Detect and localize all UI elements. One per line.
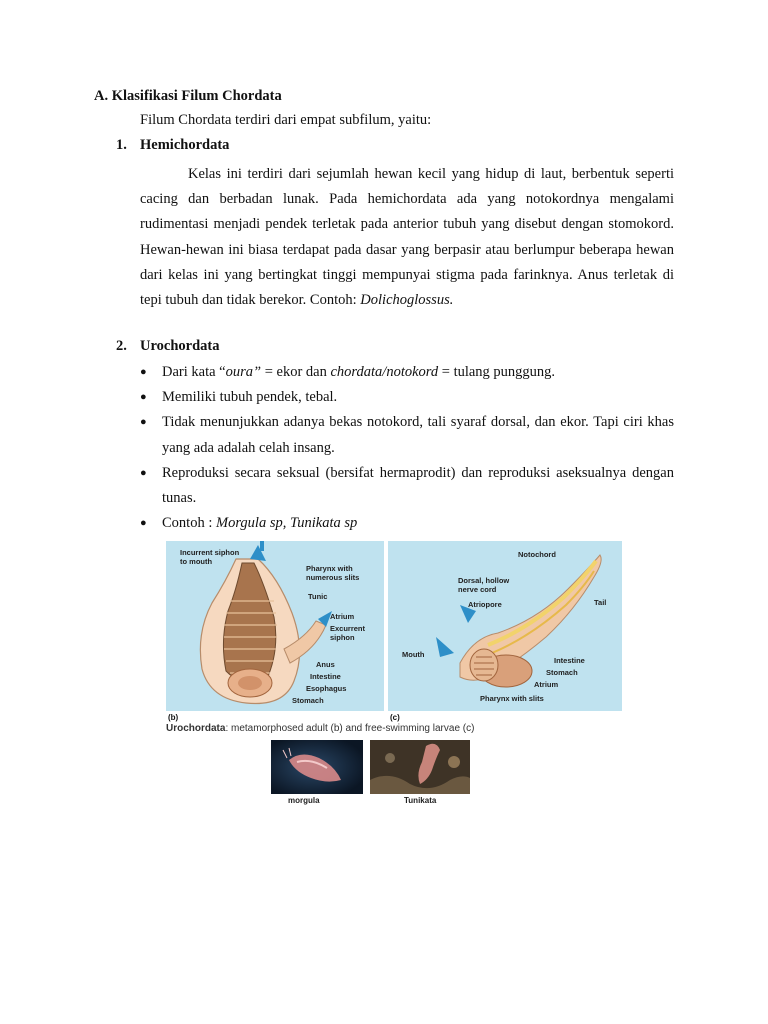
urochordata-figure (166, 541, 622, 737)
heading-hemichordata (116, 137, 229, 154)
label-nerve-cord: Dorsal, hollow nerve cord (458, 576, 510, 594)
heading-text: Hemichordata (140, 137, 230, 153)
photo-label-tunikata: Tunikata (404, 796, 437, 805)
photo-morgula (271, 740, 363, 794)
list-item: ● Reproduksi secara seksual (bersifat hermaprodit) dan reproduksi aseksualnya dengan tunas. (140, 461, 674, 511)
label-notochord: Notochord (518, 550, 556, 559)
section-heading: A. Klasifikasi Filum Chordata (94, 88, 282, 104)
bullet-icon: ● (140, 416, 147, 429)
label-intestine: Intestine (554, 656, 585, 665)
example-species: Dolichoglossus. (360, 292, 454, 309)
list-item: ● Memiliki tubuh pendek, tebal. (140, 385, 674, 410)
heading-number: 2. (116, 338, 127, 354)
heading-urochordata (116, 338, 219, 355)
example-species: Morgula sp, Tunikata sp (215, 515, 358, 532)
heading-number: 1. (116, 137, 127, 153)
label-atriopore: Atriopore (468, 600, 502, 609)
bullet-icon: ● (140, 466, 147, 479)
photo-label-morgula: morgula (288, 796, 320, 805)
bullet-icon: ● (140, 391, 147, 404)
bullet-icon: ● (140, 517, 147, 530)
panel-adult-tunicate (166, 541, 384, 711)
bullet-icon: ● (140, 366, 147, 378)
label-pharynx: Pharynx with numerous slits (306, 564, 360, 582)
label-incurrent-siphon: Incurrent siphon to mouth (180, 548, 240, 566)
label-tunic: Tunic (308, 592, 328, 601)
label-tail: Tail (594, 598, 607, 607)
list-item: ● Contoh : Morgula sp, Tunikata sp (140, 511, 674, 536)
label-excurrent-siphon: Excurrent siphon (330, 624, 366, 642)
figure-caption: Urochordata: metamorphosed adult (b) and free-swimming larvae (c) (166, 723, 475, 734)
list-item: ● Tidak menunjukkan adanya bekas notokord, tali syaraf dorsal, dan ekor. Tapi ciri khas yang ada adalah celah insang. (140, 410, 674, 460)
heading-text: Urochordata (140, 338, 220, 354)
list-item: ● Dari kata “oura” = ekor dan chordata/notokord = tulang punggung. (140, 360, 674, 385)
section-intro: Filum Chordata terdiri dari empat subfilum, yaitu: (140, 112, 432, 128)
urochordata-list (140, 360, 674, 536)
larva-illustration (388, 541, 622, 711)
label-pharynx: Pharynx with slits (480, 694, 544, 703)
label-stomach: Stomach (546, 668, 578, 677)
paragraph-text: Kelas ini terdiri dari sejumlah hewan kecil yang hidup di laut, berbentuk seperti cacing dan berbadan lunak. Pada hemichordata ada yang notokordnya mengalami rudimentasi menjadi pendek terletak pada anterior tubuh yang disebut dengan stomokord. Hewan-hewan ini biasa terdapat pada dasar yang berpasir atau berlumpur beberapa hewan dari kelas ini yang bertingkat tinggi mempunyai stigma pada farinknya. Anus terletak di tepi tubuh dan tidak berekor. Contoh: (140, 166, 674, 309)
label-esophagus: Esophagus (306, 684, 347, 693)
label-atrium: Atrium (534, 680, 559, 689)
label-anus: Anus (316, 660, 335, 669)
label-intestine: Intestine (310, 672, 341, 681)
photo-tunikata (370, 740, 470, 794)
panel-larva (388, 541, 622, 711)
panel-letter-b: (b) (168, 713, 179, 722)
label-stomach: Stomach (292, 696, 324, 705)
panel-letter-c: (c) (390, 713, 400, 722)
hemichordata-paragraph (140, 162, 674, 313)
label-mouth: Mouth (402, 650, 425, 659)
label-atrium: Atrium (330, 612, 355, 621)
